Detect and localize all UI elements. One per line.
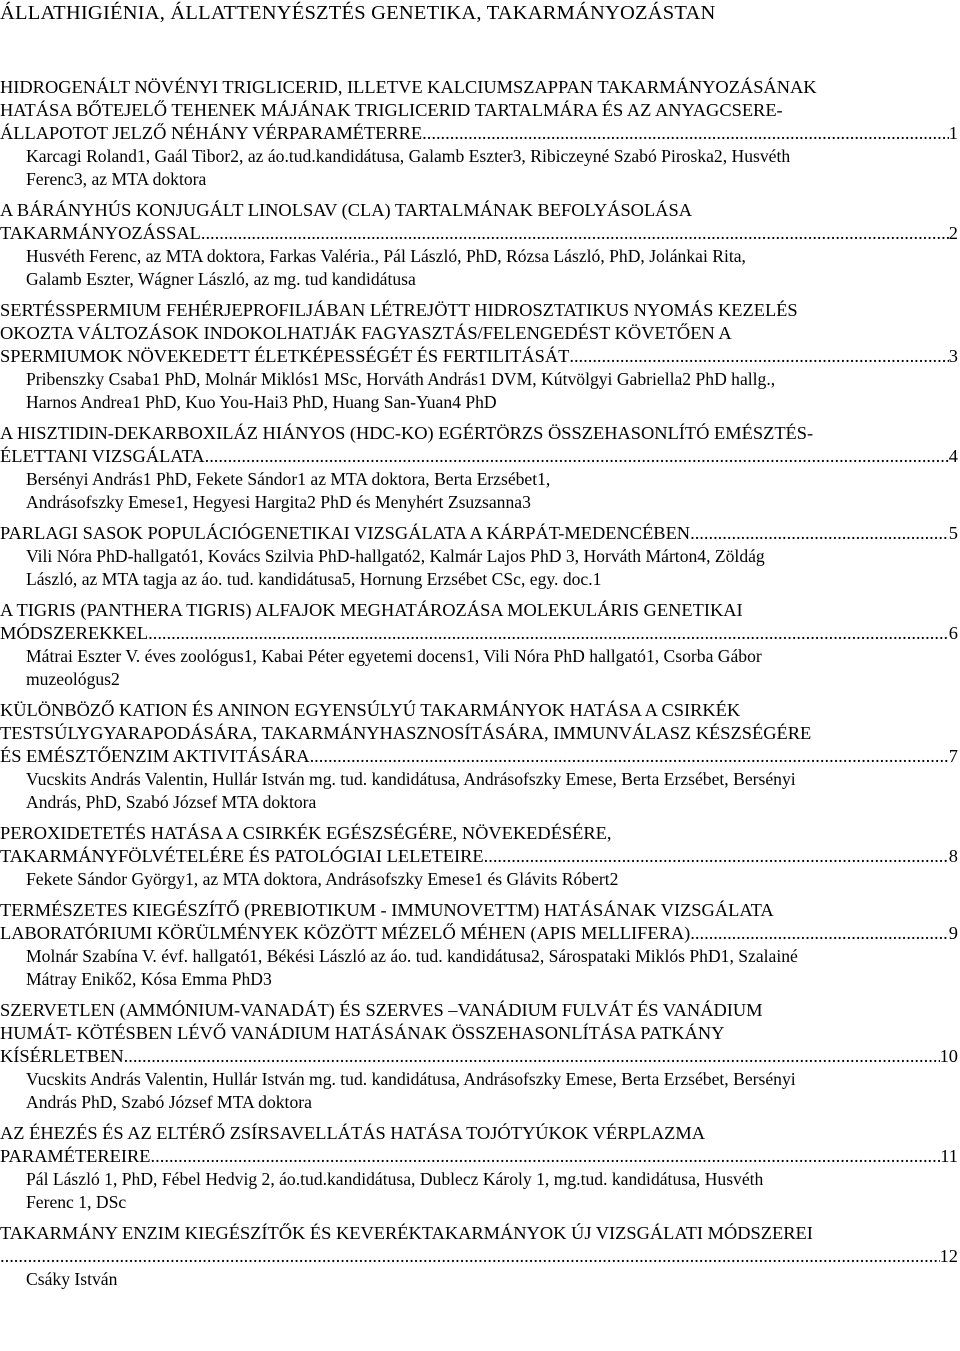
dot-leader: [569, 345, 948, 368]
toc-entry[interactable]: [0, 1222, 958, 1291]
toc-entry-title-line: [0, 922, 958, 945]
toc-entry-title-line: [0, 622, 958, 645]
dot-leader: [690, 522, 949, 545]
page-number: 4: [948, 446, 958, 466]
toc-entry[interactable]: [0, 522, 958, 591]
page-number: 2: [948, 223, 958, 243]
toc-entry-title-line: A BÁRÁNYHÚS KONJUGÁLT LINOLSAV (CLA) TARTALMÁNAK BEFOLYÁSOLÁSA: [0, 200, 692, 220]
dot-leader: [0, 1245, 940, 1268]
page-number: 3: [948, 346, 958, 366]
toc-entry-authors: Molnár Szabína V. évf. hallgató1, Békési László az áo. tud. kandidátusa2, Sárospataki Miklós PhD1, Szalainé: [26, 946, 798, 966]
toc-entry-title-text: MÓDSZEREKKEL: [0, 623, 149, 643]
toc-entry-title-text: PARLAGI SASOK POPULÁCIÓGENETIKAI VIZSGÁLATA A KÁRPÁT-MEDENCÉBEN: [0, 523, 691, 543]
toc-entry-authors: Harnos Andrea1 PhD, Kuo You-Hai3 PhD, Huang San-Yuan4 PhD: [26, 392, 497, 412]
page-number: 11: [940, 1146, 958, 1166]
toc-entry-authors: András PhD, Szabó József MTA doktora: [26, 1092, 312, 1112]
toc-entry-title-text: KÍSÉRLETBEN: [0, 1046, 124, 1066]
toc-entry-title-line: PEROXIDETETÉS HATÁSA A CSIRKÉK EGÉSZSÉGÉRE, NÖVEKEDÉSÉRE,: [0, 823, 612, 843]
page-number: 10: [939, 1046, 958, 1066]
toc-entry-title-line: A HISZTIDIN-DEKARBOXILÁZ HIÁNYOS (HDC-KO) EGÉRTÖRZS ÖSSZEHASONLÍTÓ EMÉSZTÉS-: [0, 423, 814, 443]
toc-entry-title-text: SPERMIUMOK NÖVEKEDETT ÉLETKÉPESSÉGÉT ÉS FERTILITÁSÁT: [0, 346, 570, 366]
toc-entry-authors: Galamb Eszter, Wágner László, az mg. tud kandidátusa: [26, 269, 416, 289]
toc-entry[interactable]: [0, 76, 958, 191]
toc-entry-authors: Vili Nóra PhD-hallgató1, Kovács Szilvia PhD-hallgató2, Kalmár Lajos PhD 3, Horváth Márton4, Zöldág: [26, 546, 765, 566]
toc-entry-authors: Vucskits András Valentin, Hullár István mg. tud. kandidátusa, Andrásofszky Emese, Berta Erzsébet, Bersényi: [26, 769, 796, 789]
toc-entry-title-line: [0, 1145, 958, 1168]
dot-leader: [205, 445, 949, 468]
toc-entry-title-line: [0, 745, 958, 768]
toc-entry-authors: Csáky István: [26, 1269, 118, 1289]
toc-entry-title-line: [0, 122, 958, 145]
toc-entry-authors: Ferenc 1, DSc: [26, 1192, 127, 1212]
toc-entry-title-line: A TIGRIS (PANTHERA TIGRIS) ALFAJOK MEGHATÁROZÁSA MOLEKULÁRIS GENETIKAI: [0, 600, 743, 620]
dot-leader: [148, 622, 949, 645]
toc-entry-title-line: TESTSÚLYGYARAPODÁSÁRA, TAKARMÁNYHASZNOSÍTÁSÁRA, IMMUNVÁLASZ KÉSZSÉGÉRE: [0, 723, 812, 743]
toc-entry-title-line: [0, 1245, 958, 1268]
toc-entry-authors: muzeológus2: [26, 669, 120, 689]
toc-entry-title-line: HIDROGENÁLT NÖVÉNYI TRIGLICERID, ILLETVE KALCIUMSZAPPAN TAKARMÁNYOZÁSÁNAK: [0, 77, 817, 97]
table-of-contents: [0, 76, 958, 1299]
toc-entry[interactable]: [0, 1122, 958, 1214]
page-number: 9: [948, 923, 958, 943]
toc-entry-title-line: [0, 222, 958, 245]
page-number: 8: [948, 846, 958, 866]
toc-entry[interactable]: [0, 899, 958, 991]
toc-entry-authors: Fekete Sándor György1, az MTA doktora, Andrásofszky Emese1 és Glávits Róbert2: [26, 869, 619, 889]
page-number: 6: [948, 623, 958, 643]
toc-entry-authors: Karcagi Roland1, Gaál Tibor2, az áo.tud.kandidátusa, Galamb Eszter3, Ribiczeyné Szabó Piroska2, Husvéth: [26, 146, 791, 166]
toc-entry-authors: Pál László 1, PhD, Fébel Hedvig 2, áo.tud.kandidátusa, Dublecz Károly 1, mg.tud. kandidátusa, Husvéth: [26, 1169, 764, 1189]
toc-entry-title-line: HUMÁT- KÖTÉSBEN LÉVŐ VANÁDIUM HATÁSÁNAK ÖSSZEHASONLÍTÁSA PATKÁNY: [0, 1023, 725, 1043]
toc-entry-authors: András, PhD, Szabó József MTA doktora: [26, 792, 317, 812]
toc-entry-authors: Pribenszky Csaba1 PhD, Molnár Miklós1 MSc, Horváth András1 DVM, Kútvölgyi Gabriella2 PhD hallg.,: [26, 369, 776, 389]
page-number: 1: [948, 123, 958, 143]
dot-leader: [201, 222, 949, 245]
toc-entry-authors: Mátray Enikő2, Kósa Emma PhD3: [26, 969, 272, 989]
dot-leader: [151, 1145, 941, 1168]
toc-entry[interactable]: [0, 422, 958, 514]
toc-entry[interactable]: [0, 299, 958, 414]
toc-entry-title-text: ÉLETTANI VIZSGÁLATA: [0, 446, 205, 466]
toc-entry-authors: Husvéth Ferenc, az MTA doktora, Farkas Valéria., Pál László, PhD, Rózsa László, PhD, Jolánkai Rita,: [26, 246, 746, 266]
toc-entry-authors: László, az MTA tagja az áo. tud. kandidátusa5, Hornung Erzsébet CSc, egy. doc.1: [26, 569, 602, 589]
toc-entry-title-line: [0, 1045, 958, 1068]
toc-entry-title-text: LABORATÓRIUMI KÖRÜLMÉNYEK KÖZÖTT MÉZELŐ MÉHEN (APIS MELLIFERA): [0, 923, 691, 943]
toc-entry-title-line: OKOZTA VÁLTOZÁSOK INDOKOLHATJÁK FAGYASZTÁS/FELENGEDÉST KÖVETŐEN A: [0, 323, 732, 343]
toc-entry-title-text: TAKARMÁNYFÖLVÉTELÉRE ÉS PATOLÓGIAI LELETEIRE: [0, 846, 484, 866]
page-number: 7: [948, 746, 958, 766]
dot-leader: [310, 745, 949, 768]
page-number: 5: [948, 523, 958, 543]
toc-entry-authors: Andrásofszky Emese1, Hegyesi Hargita2 PhD és Menyhért Zsuzsanna3: [26, 492, 531, 512]
toc-entry[interactable]: [0, 599, 958, 691]
toc-entry-title-line: [0, 522, 958, 545]
toc-entry-title-text: PARAMÉTEREIRE: [0, 1146, 151, 1166]
toc-entry[interactable]: [0, 699, 958, 814]
dot-leader: [690, 922, 949, 945]
toc-entry[interactable]: [0, 999, 958, 1114]
toc-entry-title-line: SERTÉSSPERMIUM FEHÉRJEPROFILJÁBAN LÉTREJÖTT HIDROSZTATIKUS NYOMÁS KEZELÉS: [0, 300, 798, 320]
dot-leader: [124, 1045, 940, 1068]
toc-entry-authors: Mátrai Eszter V. éves zoológus1, Kabai Péter egyetemi docens1, Vili Nóra PhD hallgató1, Csorba Gábor: [26, 646, 762, 666]
toc-entry-title-line: AZ ÉHEZÉS ÉS AZ ELTÉRŐ ZSÍRSAVELLÁTÁS HATÁSA TOJÓTYÚKOK VÉRPLAZMA: [0, 1123, 706, 1143]
toc-entry-title-line: KÜLÖNBÖZŐ KATION ÉS ANINON EGYENSÚLYÚ TAKARMÁNYOK HATÁSA A CSIRKÉK: [0, 700, 741, 720]
toc-entry-title-line: [0, 445, 958, 468]
dot-leader: [422, 122, 949, 145]
toc-entry-title-line: [0, 345, 958, 368]
page-number: 12: [939, 1246, 958, 1266]
toc-entry-title-line: HATÁSA BŐTEJELŐ TEHENEK MÁJÁNAK TRIGLICERID TARTALMÁRA ÉS AZ ANYAGCSERE-: [0, 100, 783, 120]
toc-entry-title-text: TAKARMÁNYOZÁSSAL: [0, 223, 201, 243]
toc-entry-authors: Vucskits András Valentin, Hullár István mg. tud. kandidátusa, Andrásofszky Emese, Berta Erzsébet, Bersényi: [26, 1069, 796, 1089]
toc-entry-title-line: TAKARMÁNY ENZIM KIEGÉSZÍTŐK ÉS KEVERÉKTAKARMÁNYOK ÚJ VIZSGÁLATI MÓDSZEREI: [0, 1223, 813, 1243]
toc-entry-title-text: ÁLLAPOTOT JELZŐ NÉHÁNY VÉRPARAMÉTERRE: [0, 123, 423, 143]
dot-leader: [484, 845, 949, 868]
toc-entry-title-text: ÉS EMÉSZTŐENZIM AKTIVITÁSÁRA: [0, 746, 310, 766]
toc-entry-title-line: [0, 845, 958, 868]
toc-entry-title-line: SZERVETLEN (AMMÓNIUM-VANADÁT) ÉS SZERVES –VANÁDIUM FULVÁT ÉS VANÁDIUM: [0, 1000, 763, 1020]
toc-entry-title-line: TERMÉSZETES KIEGÉSZÍTŐ (PREBIOTIKUM - IMMUNOVETTM) HATÁSÁNAK VIZSGÁLATA: [0, 900, 774, 920]
toc-entry[interactable]: [0, 822, 958, 891]
section-heading: ÁLLATHIGIÉNIA, ÁLLATTENYÉSZTÉS GENETIKA, TAKARMÁNYOZÁSTAN: [0, 2, 716, 24]
toc-entry[interactable]: [0, 199, 958, 291]
toc-entry-authors: Bersényi András1 PhD, Fekete Sándor1 az MTA doktora, Berta Erzsébet1,: [26, 469, 551, 489]
toc-entry-authors: Ferenc3, az MTA doktora: [26, 169, 207, 189]
